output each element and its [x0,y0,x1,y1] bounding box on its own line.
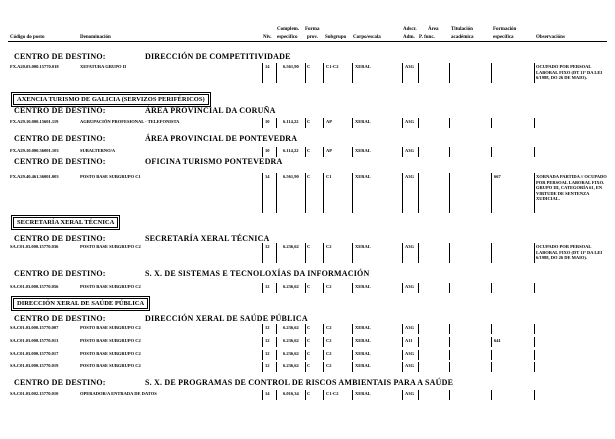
column-rule [491,173,492,213]
column-rule [491,243,492,263]
column-rule [323,173,324,213]
posto-denomination: POSTO BASE SUBGRUPO C1 [80,174,141,179]
centro-destino-name: SECRETARÍA XERAL TÉCNICA [145,234,270,243]
table-row [0,63,615,83]
column-rule [418,243,419,263]
centro-destino-label: CENTRO DE DESTINO: [14,52,106,61]
table-row [0,243,615,263]
posto-denomination: POSTO BASE SUBGRUPO C2 [80,351,141,356]
nivel-value: 12 [265,284,270,289]
column-rule [402,390,403,400]
subgrupo-value: AP [326,148,332,153]
column-rule [352,63,353,83]
column-rule [305,324,306,334]
column-rule [402,324,403,334]
column-rule [449,63,450,83]
centro-destino-name: DIRECCIÓN DE COMPETITIVIDADE [145,52,291,61]
header-adscr: Adscr. [403,27,417,32]
column-rule [418,324,419,334]
column-rule [276,147,277,157]
posto-code: FX.A29.40.461.36001.003 [10,174,59,179]
posto-code: SA.C01.03.000.15770.036 [10,244,59,249]
column-rule [305,243,306,263]
column-rule [262,324,263,334]
posto-code: FX.A29.10.000.36001.103 [10,148,59,153]
corpo-escala-value: XERAL [355,338,371,343]
column-rule [276,390,277,400]
column-rule [352,390,353,400]
column-rule [418,390,419,400]
header-corpo: Corpo/escala [353,35,381,40]
corpo-escala-value: XERAL [355,363,371,368]
posto-denomination: POSTO BASE SUBGRUPO C2 [80,244,141,249]
table-row [0,390,615,400]
posto-denomination: AGRUPACIÓN PROFESIONAL - TELEFONISTA [80,119,180,124]
column-rule [418,337,419,347]
complemento-value: 6.016,34 [283,391,299,396]
column-rule [323,337,324,347]
posto-code: SA.C01.03.000.15770.013 [10,338,59,343]
table-row [0,362,615,372]
column-rule [305,362,306,372]
nivel-value: 10 [265,119,270,124]
column-rule [276,283,277,293]
posto-code: SA.C01.03.000.15770.056 [10,284,59,289]
nivel-value: 14 [265,174,270,179]
forma-provision-value: C [307,64,311,69]
column-rule [534,283,535,293]
header-codigo: Código do posto [10,35,45,40]
posto-code: SA.C01.03.000.15770.007 [10,325,59,330]
posto-denomination: POSTO BASE SUBGRUPO C2 [80,284,141,289]
column-rule [402,118,403,128]
subgrupo-value: C2 [326,351,332,356]
subgrupo-value: C2 [326,363,332,368]
table-row [0,324,615,334]
organism-heading-box: DIRECCIÓN XERAL DE SAÚDE PÚBLICA [13,298,148,309]
column-rule [534,147,535,157]
centro-destino-label: CENTRO DE DESTINO: [14,234,106,243]
nivel-value: 12 [265,325,270,330]
column-rule [418,362,419,372]
complemento-value: 6.561,90 [283,174,299,179]
column-rule [323,390,324,400]
column-rule [352,118,353,128]
column-rule [449,243,450,263]
forma-provision-value: C [307,351,311,356]
header-formespecifica: específica [493,35,514,40]
column-rule [402,173,403,213]
column-rule [352,173,353,213]
adscricion-value: A3G [405,391,414,396]
header-prov: prov. [307,35,318,40]
complemento-value: 6.236,62 [283,244,299,249]
adscricion-value: A3G [405,174,414,179]
forma-provision-value: C [307,338,311,343]
column-rule [534,390,535,400]
column-rule [323,243,324,263]
column-rule [418,147,419,157]
header-denominacion: Denominación [80,35,111,40]
nivel-value: 12 [265,363,270,368]
centro-destino-name: S. X. DE PROGRAMAS DE CONTROL DE RISCOS AMBIENTAIS PARA A SAÚDE [145,378,454,387]
complemento-value: 6.114,22 [283,119,299,124]
column-rule [305,118,306,128]
column-rule [418,118,419,128]
column-rule [491,390,492,400]
column-rule [262,118,263,128]
column-rule [352,324,353,334]
corpo-escala-value: XERAL [355,351,371,356]
corpo-escala-value: XERAL [355,284,371,289]
centro-destino-label: CENTRO DE DESTINO: [14,157,106,166]
centro-destino-name: DIRECCIÓN XERAL DE SAÚDE PÚBLICA [145,314,308,323]
column-rule [402,350,403,360]
posto-denomination: POSTO BASE SUBGRUPO C2 [80,338,141,343]
column-rule [449,173,450,213]
centro-destino-label: CENTRO DE DESTINO: [14,134,106,143]
nivel-value: 14 [265,391,270,396]
forma-provision-value: C [307,244,311,249]
column-rule [323,350,324,360]
column-rule [418,173,419,213]
column-rule [305,350,306,360]
column-rule [262,362,263,372]
column-rule [262,350,263,360]
header-formacion: Formación [493,27,517,32]
forma-provision-value: C [307,363,311,368]
column-rule [352,147,353,157]
column-rule [534,243,535,263]
header-academica: académica [451,35,474,40]
column-rule [323,283,324,293]
column-rule [276,324,277,334]
column-rule [305,283,306,293]
complemento-value: 6.236,62 [283,351,299,356]
formacion-value: 641 [494,338,501,343]
observacions-text: OCUPADO POR PERSOAL LABORAL FIXO (DT 11ª DA LEI 6/1988, DO 26 DE MAIO). [536,64,603,80]
column-rule [262,147,263,157]
column-rule [323,147,324,157]
column-rule [491,350,492,360]
column-rule [276,350,277,360]
centro-destino-name: OFICINA TURISMO PONTEVEDRA [145,157,283,166]
column-rule [323,63,324,83]
column-rule [534,324,535,334]
column-rule [491,63,492,83]
adscricion-value: A3G [405,244,414,249]
column-rule [323,362,324,372]
column-rule [418,283,419,293]
column-rule [402,337,403,347]
column-rule [305,390,306,400]
observacions-text: XORNADA PARTIDA // OCUPADO POR PERSOAL LABORAL FIXO. GRUPO III, CATEGORÍA 61, EN VIRTUDE DE SENTENZA XUDICIAL. [536,174,607,201]
column-rule [305,337,306,347]
column-rule [449,324,450,334]
column-rule [491,147,492,157]
column-rule [276,362,277,372]
table-row [0,337,615,347]
column-rule [262,283,263,293]
table-row [0,147,615,157]
corpo-escala-value: XERAL [355,64,371,69]
complemento-value: 6.236,62 [283,338,299,343]
corpo-escala-value: XERAL [355,391,371,396]
column-rule [305,63,306,83]
adscricion-value: A3G [405,119,414,124]
complemento-value: 6.561,90 [283,64,299,69]
column-rule [352,243,353,263]
corpo-escala-value: XERAL [355,325,371,330]
table-row [0,283,615,293]
column-rule [305,147,306,157]
column-rule [449,390,450,400]
column-rule [276,243,277,263]
adscricion-value: A3G [405,64,414,69]
subgrupo-value: C1 [326,174,332,179]
centro-destino-name: S. X. DE SISTEMAS E TECNOLOXÍAS DA INFORMACIÓN [145,269,370,278]
header-niv: Niv. [263,35,272,40]
column-rule [276,337,277,347]
header-area: Área [428,27,439,32]
column-rule [491,283,492,293]
centro-destino-label: CENTRO DE DESTINO: [14,314,106,323]
corpo-escala-value: XERAL [355,174,371,179]
header-complem: Complem. [277,27,300,32]
posto-code: SA.C01.03.000.15770.019 [10,363,59,368]
complemento-value: 6.114,22 [283,148,299,153]
adscricion-value: A11 [405,338,413,343]
subgrupo-value: C2 [326,338,332,343]
adscricion-value: A3G [405,351,414,356]
column-rule [352,283,353,293]
posto-code: FX.A20.03.000.15770.018 [10,64,59,69]
complemento-value: 6.236,62 [283,363,299,368]
column-rule [402,63,403,83]
forma-provision-value: C [307,119,311,124]
corpo-escala-value: XERAL [355,148,371,153]
column-rule [449,118,450,128]
column-rule [449,350,450,360]
forma-provision-value: C [307,148,311,153]
column-rule [262,63,263,83]
posto-code: SA.C01.03.002.15770.010 [10,391,59,396]
column-rule [491,337,492,347]
column-rule [262,390,263,400]
corpo-escala-value: XERAL [355,119,371,124]
forma-provision-value: C [307,325,311,330]
posto-denomination: POSTO BASE SUBGRUPO C2 [80,363,141,368]
subgrupo-value: C1-C2 [326,391,339,396]
header-especifico: específico [277,35,298,40]
header-subgrupo: Subgrupo [325,35,347,40]
column-rule [534,362,535,372]
column-rule [491,362,492,372]
posto-denomination: SUBALTERNO/A [80,148,116,153]
column-rule [276,173,277,213]
table-row [0,118,615,128]
centro-destino-label: CENTRO DE DESTINO: [14,378,106,387]
column-rule [449,147,450,157]
adscricion-value: A3G [405,363,414,368]
column-rule [534,350,535,360]
adscricion-value: A3G [405,148,414,153]
column-rule [262,173,263,213]
header-adm: Adm. [403,35,415,40]
posto-denomination: XEFATURA GRUPO II [80,64,127,69]
column-rule [262,243,263,263]
adscricion-value: A3G [405,325,414,330]
centro-destino-name: ÁREA PROVINCIAL DE PONTEVEDRA [145,134,298,143]
posto-denomination: OPERADOR/A ENTRADA DE DATOS [80,391,157,396]
posto-denomination: POSTO BASE SUBGRUPO C2 [80,325,141,330]
header-forma: Forma [305,27,320,32]
subgrupo-value: AP [326,119,332,124]
column-rule [449,337,450,347]
column-rule [402,243,403,263]
subgrupo-value: C2 [326,284,332,289]
centro-destino-label: CENTRO DE DESTINO: [14,269,106,278]
nivel-value: 12 [265,351,270,356]
column-rule [491,324,492,334]
column-rule [402,283,403,293]
header-divider [8,41,607,42]
column-rule [323,118,324,128]
header-observacions: Observacións [536,35,565,40]
organism-heading-box: SECRETARÍA XERAL TÉCNICA [13,217,118,228]
header-pfunc: P. func. [419,35,435,40]
observacions-text: OCUPADO POR PERSOAL LABORAL FIXO (DT 11ª DA LEI 6/1988, DO 26 DE MAIO). [536,244,603,260]
column-rule [402,362,403,372]
column-rule [449,362,450,372]
column-rule [402,147,403,157]
complemento-value: 6.236,62 [283,284,299,289]
column-rule [449,283,450,293]
column-rule [276,63,277,83]
centro-destino-name: ÁREA PROVINCIAL DA CORUÑA [145,106,276,115]
column-rule [305,173,306,213]
column-rule [491,118,492,128]
organism-heading-box: AXENCIA TURISMO DE GALICIA (SERVIZOS PERIFÉRICOS) [13,94,209,105]
forma-provision-value: C [307,284,311,289]
nivel-value: 12 [265,338,270,343]
table-row [0,350,615,360]
column-rule [352,350,353,360]
column-rule [534,173,535,213]
nivel-value: 10 [265,148,270,153]
posto-code: FX.A29.10.000.15601.119 [10,119,59,124]
complemento-value: 6.236,62 [283,325,299,330]
column-rule [262,337,263,347]
column-rule [534,118,535,128]
column-rule [323,324,324,334]
formacion-value: 667 [494,174,501,179]
table-row [0,173,615,213]
column-rule [352,337,353,347]
forma-provision-value: C [307,391,311,396]
adscricion-value: A3G [405,284,414,289]
subgrupo-value: C1-C2 [326,64,339,69]
subgrupo-value: C2 [326,325,332,330]
column-rule [418,63,419,83]
column-rule [534,63,535,83]
nivel-value: 12 [265,244,270,249]
column-rule [276,118,277,128]
centro-destino-label: CENTRO DE DESTINO: [14,106,106,115]
subgrupo-value: C2 [326,244,332,249]
nivel-value: 14 [265,64,270,69]
posto-code: SA.C01.03.000.15770.017 [10,351,59,356]
column-rule [534,337,535,347]
corpo-escala-value: XERAL [355,244,371,249]
column-rule [418,350,419,360]
forma-provision-value: C [307,174,311,179]
header-titulacion: Titulación [451,27,473,32]
column-rule [352,362,353,372]
